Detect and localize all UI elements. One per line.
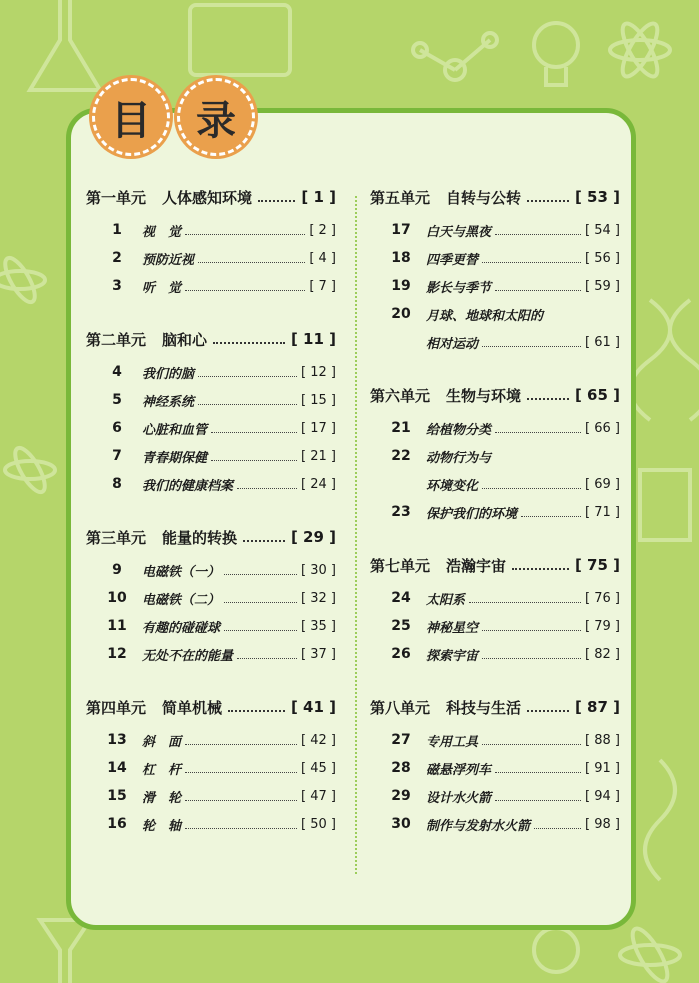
- lesson-page: [ 32 ]: [301, 590, 336, 606]
- lesson-number: 6: [112, 420, 122, 436]
- lesson-page: [ 79 ]: [585, 618, 620, 634]
- lesson-page: [ 35 ]: [301, 618, 336, 634]
- leader-dots: [527, 702, 569, 712]
- lesson-page: [ 82 ]: [585, 646, 620, 662]
- lesson-item[interactable]: [388, 244, 620, 272]
- leader-dots: [482, 622, 581, 631]
- lesson-title: 青春期保健: [142, 450, 208, 466]
- unit-number: 第五单元: [370, 188, 431, 207]
- lesson-number: 10: [107, 590, 127, 606]
- lightbulb-icon: [534, 23, 578, 85]
- lesson-number: 15: [107, 788, 127, 804]
- leader-dots: [534, 820, 581, 829]
- unit-group: [86, 526, 336, 668]
- lesson-title: 杠 杆: [142, 762, 182, 778]
- lesson-item[interactable]: [104, 556, 336, 584]
- lesson-page: [ 7 ]: [309, 278, 336, 294]
- lesson-title: 探索宇宙: [426, 648, 479, 664]
- lesson-title: 月球、地球和太阳的: [426, 308, 544, 324]
- lesson-item[interactable]: [104, 358, 336, 386]
- lesson-title: 白天与黑夜: [426, 224, 492, 240]
- leader-dots: [527, 192, 569, 202]
- lesson-title: 听 觉: [142, 280, 182, 296]
- lesson-number: 20: [391, 306, 411, 322]
- lesson-number: 26: [391, 646, 411, 662]
- leader-dots: [495, 764, 581, 773]
- lesson-number: 13: [107, 732, 127, 748]
- leader-dots: [495, 424, 581, 433]
- unit-title: 生物与环境: [446, 386, 522, 405]
- lesson-title: 给植物分类: [426, 422, 492, 438]
- leader-dots: [224, 622, 297, 631]
- lesson-page: [ 2 ]: [309, 222, 336, 238]
- lesson-title: 神秘星空: [426, 620, 479, 636]
- lesson-title: 磁悬浮列车: [426, 762, 492, 778]
- lesson-number: 29: [391, 788, 411, 804]
- unit-heading[interactable]: [370, 384, 620, 406]
- leader-dots: [482, 254, 581, 263]
- lesson-page: [ 50 ]: [301, 816, 336, 832]
- lesson-item[interactable]: [104, 612, 336, 640]
- lesson-title: 有趣的碰碰球: [142, 620, 221, 636]
- lesson-item[interactable]: [104, 414, 336, 442]
- unit-page: [ 65 ]: [574, 386, 620, 404]
- leader-dots: [469, 594, 581, 603]
- lesson-item[interactable]: [104, 810, 336, 838]
- lesson-number: 16: [107, 816, 127, 832]
- lesson-page: [ 66 ]: [585, 420, 620, 436]
- unit-group: [370, 696, 620, 838]
- dna-icon: [630, 300, 699, 420]
- unit-title: 浩瀚宇宙: [446, 556, 507, 575]
- atom-icon: [610, 19, 670, 81]
- lesson-page: [ 56 ]: [585, 250, 620, 266]
- lesson-title: 预防近视: [142, 252, 195, 268]
- lesson-number: 7: [112, 448, 122, 464]
- lesson-number: 25: [391, 618, 411, 634]
- unit-heading[interactable]: [86, 696, 336, 718]
- leader-dots: [198, 368, 297, 377]
- lesson-number: 17: [391, 222, 411, 238]
- lesson-page: [ 54 ]: [585, 222, 620, 238]
- lesson-item[interactable]: [388, 612, 620, 640]
- lesson-page: [ 76 ]: [585, 590, 620, 606]
- lesson-number: 14: [107, 760, 127, 776]
- leader-dots: [258, 192, 295, 202]
- lesson-page: [ 4 ]: [309, 250, 336, 266]
- leader-dots: [495, 792, 581, 801]
- lesson-number: 1: [112, 222, 122, 238]
- unit-page: [ 53 ]: [574, 188, 620, 206]
- lesson-item[interactable]: [104, 272, 336, 300]
- lesson-title: 电磁铁（二）: [142, 592, 221, 608]
- leader-dots: [185, 792, 297, 801]
- lesson-item[interactable]: [104, 584, 336, 612]
- unit-page: [ 87 ]: [574, 698, 620, 716]
- lesson-page: [ 17 ]: [301, 420, 336, 436]
- lesson-number: 4: [112, 364, 122, 380]
- lesson-number: 22: [391, 448, 411, 464]
- unit-group: [370, 554, 620, 668]
- leader-dots: [495, 226, 581, 235]
- lesson-page: [ 98 ]: [585, 816, 620, 832]
- lesson-item[interactable]: [104, 470, 336, 498]
- unit-heading[interactable]: [370, 186, 620, 208]
- leader-dots: [228, 702, 285, 712]
- leader-dots: [224, 566, 297, 575]
- leader-dots: [198, 254, 305, 263]
- unit-title: 简单机械: [162, 698, 223, 717]
- unit-group: [86, 186, 336, 300]
- unit-number: 第三单元: [86, 528, 147, 547]
- unit-page: [ 1 ]: [301, 188, 336, 206]
- lesson-title: 相对运动: [426, 336, 479, 352]
- leader-dots: [237, 480, 297, 489]
- lesson-title: 无处不在的能量: [142, 648, 234, 664]
- lesson-title: 四季更替: [426, 252, 479, 268]
- unit-title: 能量的转换: [162, 528, 238, 547]
- lesson-title: 我们的脑: [142, 366, 195, 382]
- title-char-1: 目: [92, 78, 170, 156]
- lesson-item[interactable]: [388, 810, 620, 838]
- lesson-item[interactable]: [388, 216, 620, 244]
- lesson-title: 影长与季节: [426, 280, 492, 296]
- leader-dots: [213, 334, 285, 344]
- flask-icon: [30, 0, 100, 90]
- lesson-item[interactable]: [388, 442, 620, 470]
- lesson-item[interactable]: [104, 782, 336, 810]
- lesson-title: 专用工具: [426, 734, 479, 750]
- lesson-page: [ 47 ]: [301, 788, 336, 804]
- lesson-number: 30: [391, 816, 411, 832]
- leader-dots: [237, 650, 297, 659]
- leader-dots: [224, 594, 297, 603]
- lesson-title: 轮 轴: [142, 818, 182, 834]
- lesson-number: 19: [391, 278, 411, 294]
- lesson-number: 2: [112, 250, 122, 266]
- lesson-item[interactable]: [104, 244, 336, 272]
- unit-page: [ 11 ]: [290, 330, 336, 348]
- lesson-number: 11: [107, 618, 127, 634]
- lesson-title: 滑 轮: [142, 790, 182, 806]
- unit-number: 第一单元: [86, 188, 147, 207]
- unit-title: 自转与公转: [446, 188, 522, 207]
- lesson-title: 我们的健康档案: [142, 478, 234, 494]
- column-divider: [355, 196, 357, 874]
- lesson-page: [ 15 ]: [301, 392, 336, 408]
- leader-dots: [243, 532, 285, 542]
- leader-dots: [185, 764, 297, 773]
- unit-number: 第六单元: [370, 386, 431, 405]
- lesson-page: [ 24 ]: [301, 476, 336, 492]
- leader-dots: [185, 282, 305, 291]
- unit-group: [86, 696, 336, 838]
- leader-dots: [527, 390, 569, 400]
- leader-dots: [211, 452, 297, 461]
- lesson-title: 制作与发射水火箭: [426, 818, 531, 834]
- lesson-title: 神经系统: [142, 394, 195, 410]
- lesson-page: [ 61 ]: [585, 334, 620, 350]
- lesson-page: [ 21 ]: [301, 448, 336, 464]
- lesson-title: 太阳系: [426, 592, 466, 608]
- leader-dots: [482, 338, 581, 347]
- lesson-item[interactable]: [388, 754, 620, 782]
- lesson-title: 保护我们的环境: [426, 506, 518, 522]
- lesson-number: 3: [112, 278, 122, 294]
- lesson-page: [ 42 ]: [301, 732, 336, 748]
- leader-dots: [495, 282, 581, 291]
- unit-number: 第七单元: [370, 556, 431, 575]
- lesson-page: [ 94 ]: [585, 788, 620, 804]
- unit-heading[interactable]: [86, 526, 336, 548]
- lesson-item[interactable]: [388, 470, 620, 498]
- right-column: [370, 186, 620, 866]
- lesson-title: 动物行为与: [426, 450, 492, 466]
- lesson-number: 24: [391, 590, 411, 606]
- leader-dots: [198, 396, 297, 405]
- unit-page: [ 29 ]: [290, 528, 336, 546]
- leader-dots: [482, 736, 581, 745]
- lesson-page: [ 71 ]: [585, 504, 620, 520]
- lesson-page: [ 37 ]: [301, 646, 336, 662]
- lesson-item[interactable]: [388, 498, 620, 526]
- title-char-2: 录: [177, 78, 255, 156]
- unit-heading[interactable]: [86, 186, 336, 208]
- lesson-item[interactable]: [104, 640, 336, 668]
- lesson-page: [ 12 ]: [301, 364, 336, 380]
- unit-number: 第八单元: [370, 698, 431, 717]
- unit-title: 脑和心: [162, 330, 208, 349]
- lesson-page: [ 91 ]: [585, 760, 620, 776]
- unit-page: [ 41 ]: [290, 698, 336, 716]
- lesson-number: 18: [391, 250, 411, 266]
- lesson-page: [ 45 ]: [301, 760, 336, 776]
- leader-dots: [185, 736, 297, 745]
- lesson-number: 23: [391, 504, 411, 520]
- lesson-title: 心脏和血管: [142, 422, 208, 438]
- lesson-item[interactable]: [388, 414, 620, 442]
- leader-dots: [482, 650, 581, 659]
- document-icon: [640, 470, 690, 540]
- lesson-item[interactable]: [388, 640, 620, 668]
- lesson-item[interactable]: [388, 300, 620, 328]
- lesson-number: 28: [391, 760, 411, 776]
- lesson-item[interactable]: [388, 726, 620, 754]
- lesson-page: [ 69 ]: [585, 476, 620, 492]
- lesson-title: 斜 面: [142, 734, 182, 750]
- lesson-number: 21: [391, 420, 411, 436]
- lesson-item[interactable]: [104, 726, 336, 754]
- lesson-title: 设计水火箭: [426, 790, 492, 806]
- lesson-title: 环境变化: [426, 478, 479, 494]
- lesson-item[interactable]: [104, 216, 336, 244]
- leader-dots: [211, 424, 297, 433]
- leader-dots: [185, 820, 297, 829]
- unit-group: [370, 186, 620, 356]
- unit-number: 第四单元: [86, 698, 147, 717]
- lesson-number: 8: [112, 476, 122, 492]
- molecule-icon: [413, 33, 497, 80]
- leader-dots: [482, 480, 581, 489]
- lesson-title: 电磁铁（一）: [142, 564, 221, 580]
- unit-title: 科技与生活: [446, 698, 522, 717]
- lesson-page: [ 88 ]: [585, 732, 620, 748]
- lesson-item[interactable]: [388, 584, 620, 612]
- lesson-title: 视 觉: [142, 224, 182, 240]
- computer-monitor-icon: [190, 5, 290, 75]
- unit-heading[interactable]: [370, 696, 620, 718]
- leader-dots: [512, 560, 569, 570]
- lesson-page: [ 59 ]: [585, 278, 620, 294]
- lesson-item[interactable]: [104, 754, 336, 782]
- unit-number: 第二单元: [86, 330, 147, 349]
- lesson-item[interactable]: [388, 272, 620, 300]
- lesson-number: 9: [112, 562, 122, 578]
- unit-title: 人体感知环境: [162, 188, 253, 207]
- leader-dots: [521, 508, 581, 517]
- lesson-item[interactable]: [104, 386, 336, 414]
- lesson-item[interactable]: [388, 782, 620, 810]
- unit-page: [ 75 ]: [574, 556, 620, 574]
- lesson-number: 12: [107, 646, 127, 662]
- lesson-number: 5: [112, 392, 122, 408]
- unit-heading[interactable]: [86, 328, 336, 350]
- left-column: [86, 186, 336, 866]
- unit-heading[interactable]: [370, 554, 620, 576]
- lesson-number: 27: [391, 732, 411, 748]
- lesson-page: [ 30 ]: [301, 562, 336, 578]
- unit-group: [370, 384, 620, 526]
- leader-dots: [185, 226, 305, 235]
- lesson-item[interactable]: [388, 328, 620, 356]
- lesson-item[interactable]: [104, 442, 336, 470]
- unit-group: [86, 328, 336, 498]
